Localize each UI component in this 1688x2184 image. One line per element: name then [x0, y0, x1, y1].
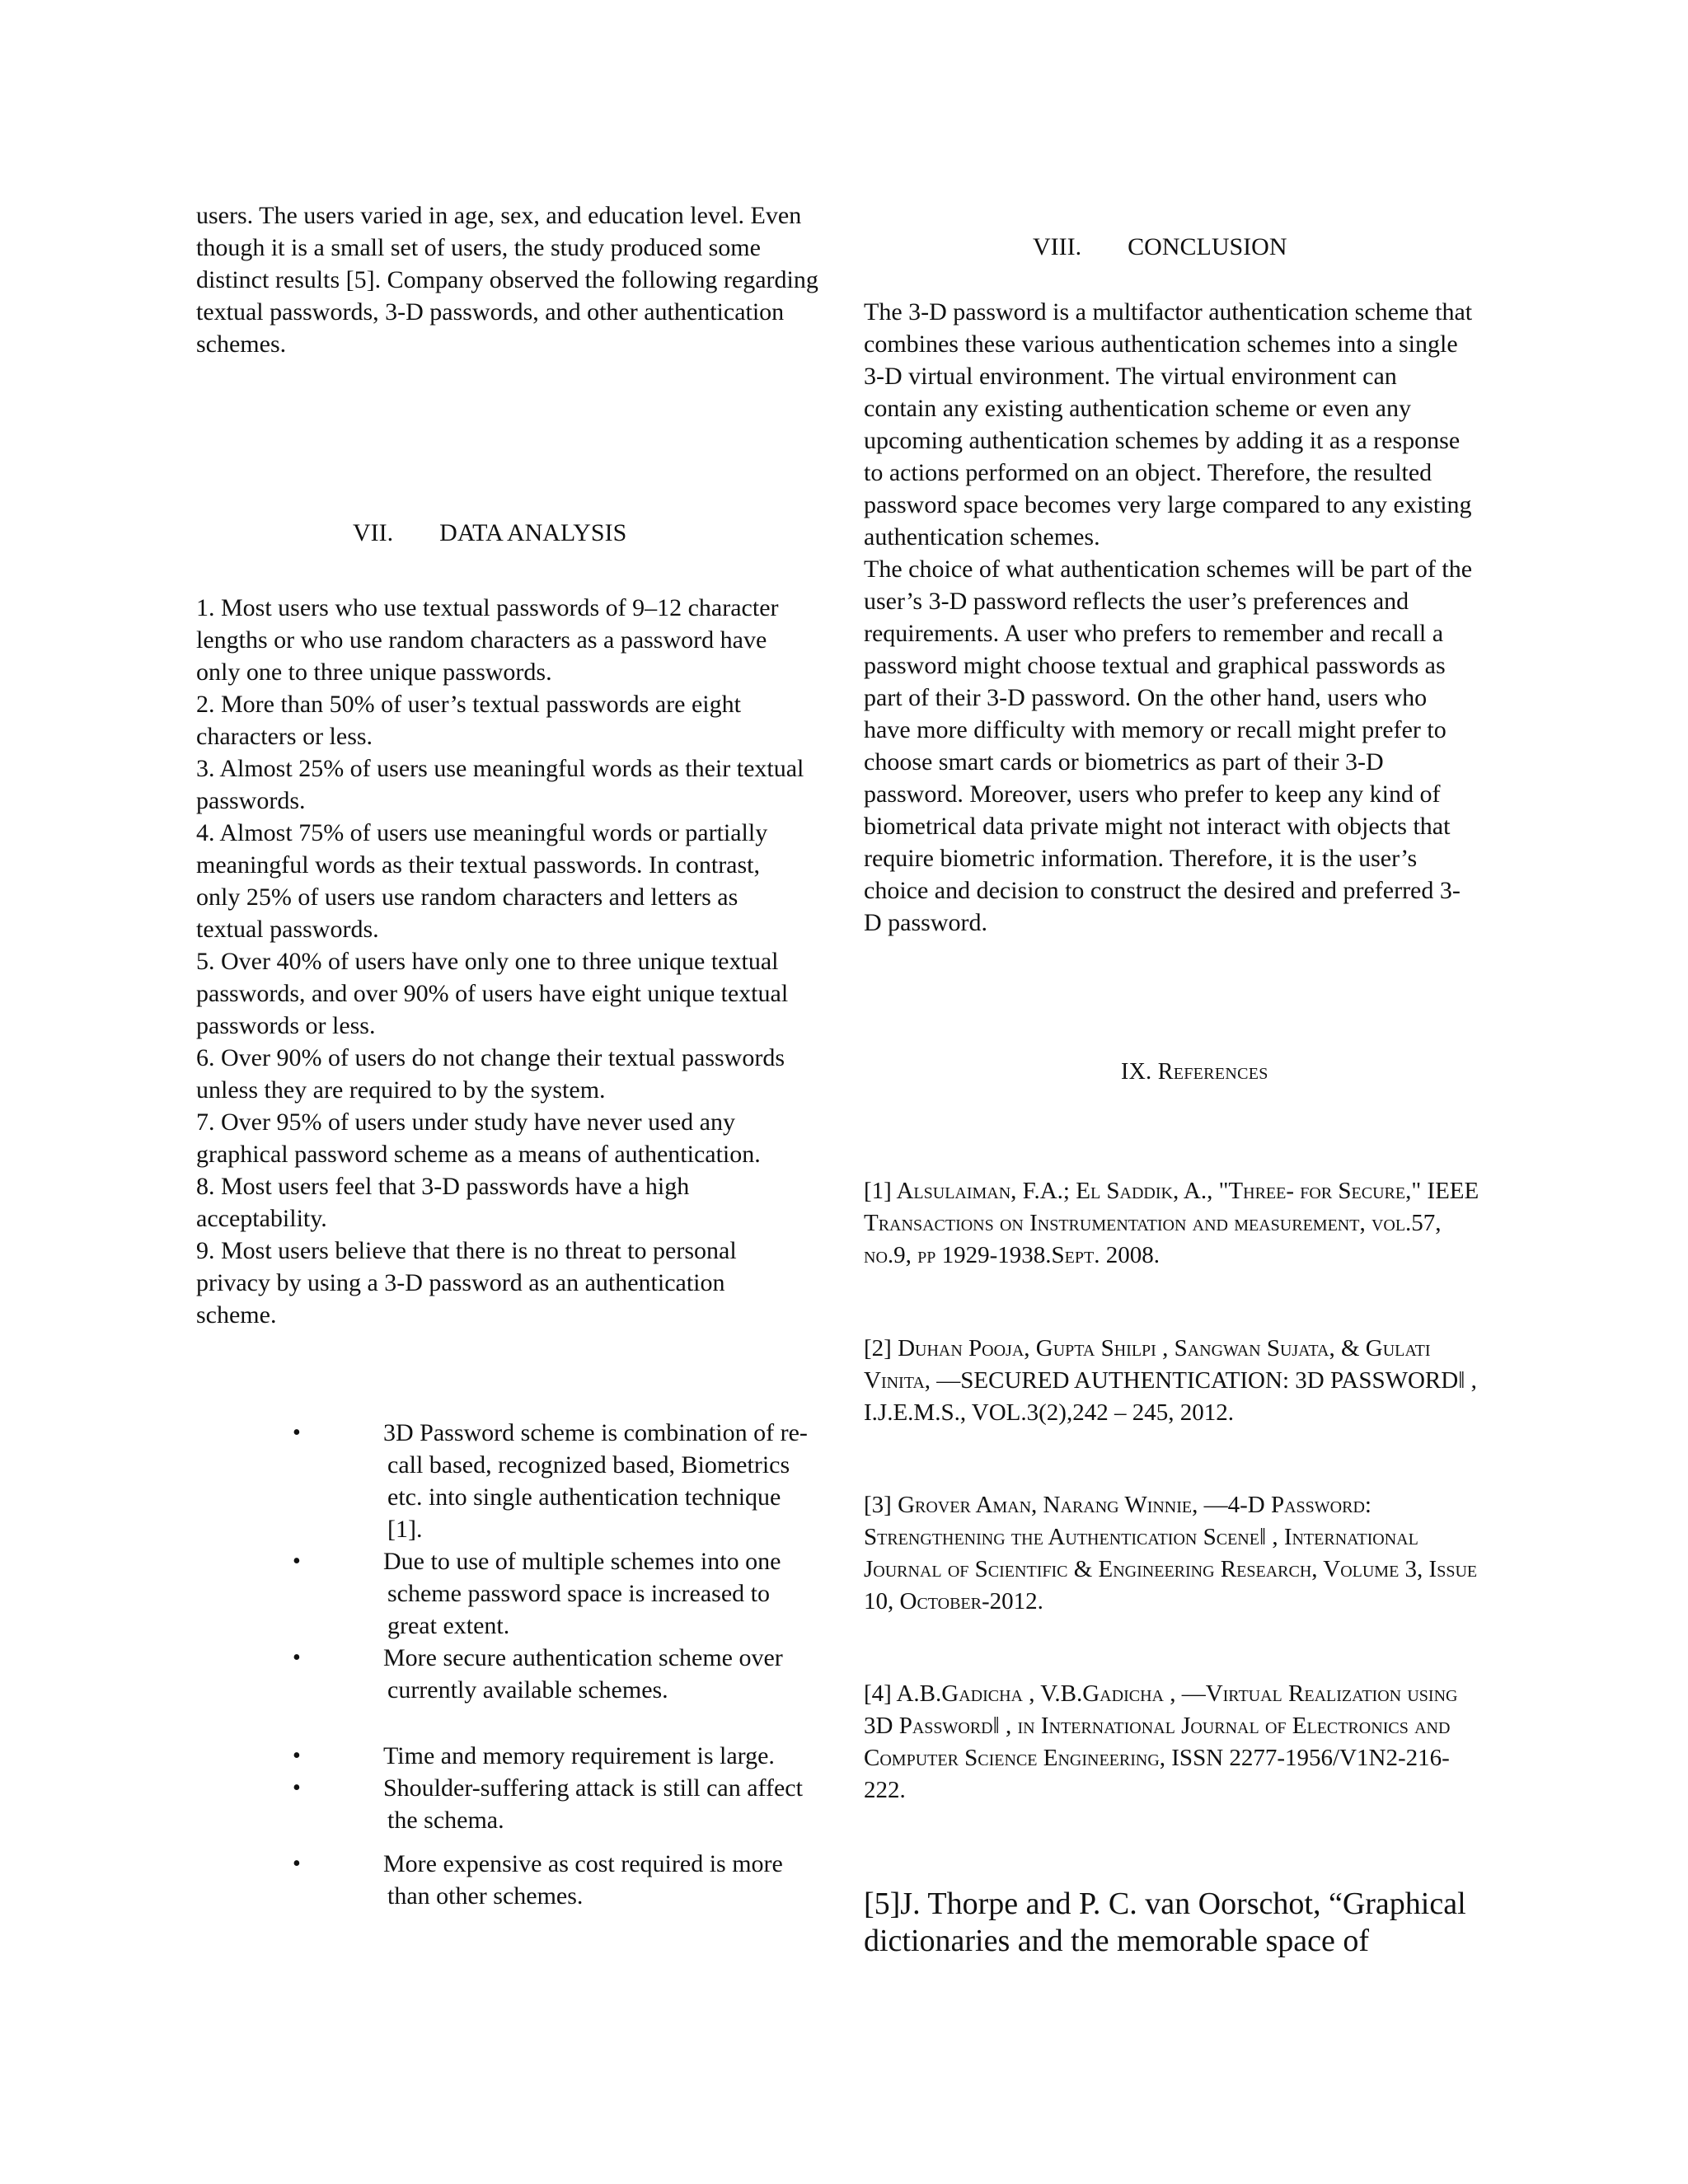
list-item: 8. Most users feel that 3-D passwords have a high acceptability.	[196, 1173, 690, 1232]
section-heading-data-analysis	[353, 517, 626, 549]
bullet-item: • 3D Password scheme is combination of re-call based, recognized based, Biometrics etc. into single authentication technique [1].	[342, 1417, 816, 1545]
section-heading-conclusion	[1033, 231, 1287, 263]
reference-item: [2] Duhan Pooja, Gupta Shilpi , Sangwan Sujata, & Gulati Vinita, ―SECURED AUTHENTICATION: 3D PASSWORD‖ , I.J.E.M.S., VOL.3(2),242 – 245, 2012.	[864, 1335, 1477, 1426]
reference-item: [5]J. Thorpe and P. C. van Oorschot, “Graphical dictionaries and the memorable space of	[864, 1886, 1466, 1958]
section-number: VIII.	[1033, 233, 1082, 260]
list-item: 6. Over 90% of users do not change their textual passwords unless they are required to by the system.	[196, 1044, 785, 1104]
conclusion-body	[864, 296, 1474, 939]
advantages-list	[342, 1417, 816, 1706]
data-analysis-list	[196, 592, 806, 1331]
list-item: 9. Most users believe that there is no threat to personal privacy by using a 3-D password as an authentication scheme.	[196, 1237, 737, 1329]
bullet-item: • More expensive as cost required is more than other schemes.	[342, 1848, 816, 1912]
bullet-item: • More secure authentication scheme over currently available schemes.	[342, 1642, 816, 1706]
section-title: DATA ANALYSIS	[439, 519, 627, 546]
list-item: 7. Over 95% of users under study have never used any graphical password scheme as a means of authentication.	[196, 1108, 761, 1168]
conclusion-paragraph: The 3-D password is a multifactor authentication scheme that combines these various authentication schemes into a single 3-D virtual environment. The virtual environment can contain any existing authentication scheme or even any upcoming authentication schemes by adding it as a response to actions performed on an object. Therefore, the resulted password space becomes very large compared to any existing authentication schemes.	[864, 298, 1473, 551]
list-item: 1. Most users who use textual passwords of 9–12 character lengths or who use random characters as a password have only one to three unique passwords.	[196, 594, 779, 686]
section-heading-references: IX. References	[1121, 1059, 1268, 1085]
disadvantages-list	[342, 1740, 816, 1912]
section-number: VII.	[353, 519, 394, 546]
bullet-item: • Shoulder-suffering attack is still can affect the schema.	[342, 1772, 816, 1836]
bullet-item: • Time and memory requirement is large.	[342, 1740, 816, 1772]
bullet-item: • Due to use of multiple schemes into one scheme password space is increased to great extent.	[342, 1545, 816, 1642]
list-item: 2. More than 50% of user’s textual passwords are eight characters or less.	[196, 691, 741, 750]
list-item: 3. Almost 25% of users use meaningful words as their textual passwords.	[196, 755, 804, 814]
list-item: 5. Over 40% of users have only one to three unique textual passwords, and over 90% of users have eight unique textual passwords or less.	[196, 948, 789, 1039]
conclusion-paragraph: The choice of what authentication schemes will be part of the user’s 3-D password reflects the user’s preferences and requirements. A user who prefers to remember and recall a password might choose textual and graphical passwords as part of their 3-D password. On the other hand, users who have more difficulty with memory or recall might prefer to choose smart cards or biometrics as part of their 3-D password. Moreover, users who prefer to keep any kind of biometrical data private might not interact with objects that require biometric information. Therefore, it is the user’s choice and decision to construct the desired and preferred 3-D password.	[864, 555, 1473, 936]
reference-item: [1] Alsulaiman, F.A.; El Saddik, A., "Three- for Secure," IEEE Transactions on Instrumentation and measurement, vol.57, no.9, pp 1929-1938.Sept. 2008.	[864, 1178, 1479, 1268]
reference-item: [4] A.B.Gadicha , V.B.Gadicha , ―Virtual Realization using 3D Password‖ , in International Journal of Electronics and Computer Science Engineering, ISSN 2277-1956/V1N2-216-222.	[864, 1680, 1458, 1803]
list-item: 4. Almost 75% of users use meaningful words or partially meaningful words as their textual passwords. In contrast, only 25% of users use random characters and letters as textual passwords.	[196, 819, 768, 943]
intro-paragraph: users. The users varied in age, sex, and education level. Even though it is a small set of users, the study produced some distinct results [5]. Company observed the following regarding textual passwords, 3-D passwords, and other authentication schemes.	[196, 202, 818, 358]
section-title: CONCLUSION	[1128, 233, 1287, 260]
reference-item: [3] Grover Aman, Narang Winnie, ―4-D Password: Strengthening the Authentication Scene‖ , International Journal of Scientific & Engineering Research, Volume 3, Issue 10, October-2012.	[864, 1492, 1478, 1615]
